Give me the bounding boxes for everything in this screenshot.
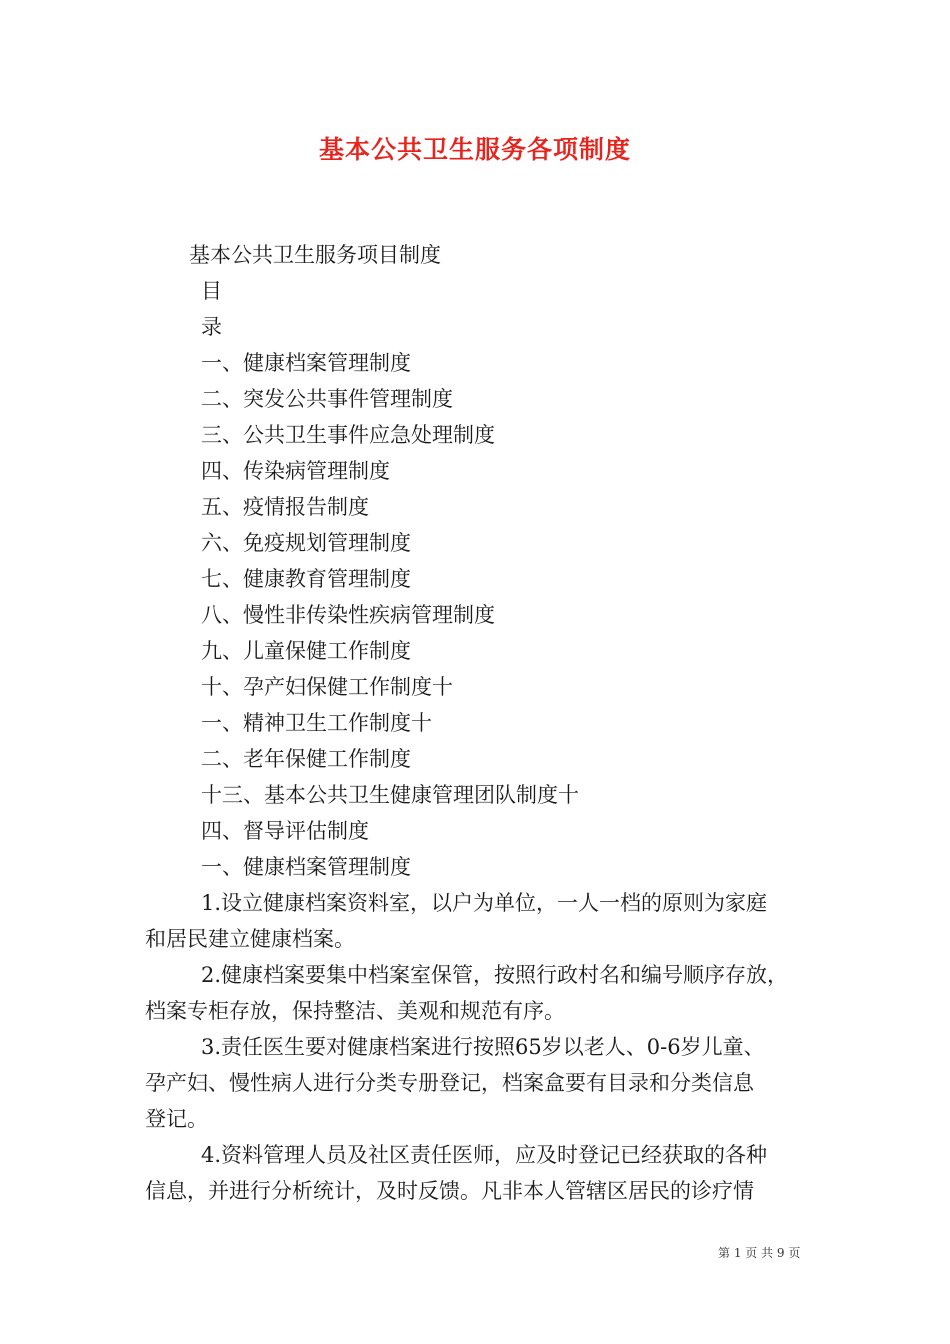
page-number-footer: 第 1 页 共 9 页 <box>718 1246 801 1260</box>
toc-item: 一、精神卫生工作制度十 <box>201 711 432 735</box>
toc-item: 十、孕产妇保健工作制度十 <box>201 675 453 699</box>
paragraph-line: 档案专柜存放，保持整洁、美观和规范有序。 <box>145 999 565 1023</box>
paragraph-line: 和居民建立健康档案。 <box>145 927 355 951</box>
toc-item: 六、免疫规划管理制度 <box>201 531 411 555</box>
section-heading: 一、健康档案管理制度 <box>201 855 411 879</box>
paragraph-line: 信息，并进行分析统计，及时反馈。凡非本人管辖区居民的诊疗情 <box>145 1179 754 1203</box>
paragraph-line: 3.责任医生要对健康档案进行按照65岁以老人、0-6岁儿童、 <box>201 1035 765 1059</box>
document-subtitle: 基本公共卫生服务项目制度 <box>189 243 441 267</box>
toc-item: 四、传染病管理制度 <box>201 459 390 483</box>
toc-item: 十三、基本公共卫生健康管理团队制度十 <box>201 783 579 807</box>
paragraph-line: 1.设立健康档案资料室，以户为单位，一人一档的原则为家庭 <box>201 891 768 915</box>
toc-label-lu: 录 <box>201 315 222 339</box>
toc-item: 二、老年保健工作制度 <box>201 747 411 771</box>
paragraph-line: 孕产妇、慢性病人进行分类专册登记，档案盒要有目录和分类信息 <box>145 1071 754 1095</box>
toc-item: 三、公共卫生事件应急处理制度 <box>201 423 495 447</box>
toc-label-mu: 目 <box>201 279 222 303</box>
toc-item: 八、慢性非传染性疾病管理制度 <box>201 603 495 627</box>
toc-item: 二、突发公共事件管理制度 <box>201 387 453 411</box>
toc-item: 九、儿童保健工作制度 <box>201 639 411 663</box>
toc-item: 一、健康档案管理制度 <box>201 351 411 375</box>
paragraph-line: 4.资料管理人员及社区责任医师，应及时登记已经获取的各种 <box>201 1143 768 1167</box>
paragraph-line: 2.健康档案要集中档案室保管，按照行政村名和编号顺序存放， <box>201 963 789 987</box>
paragraph-line: 登记。 <box>145 1107 208 1131</box>
toc-item: 四、督导评估制度 <box>201 819 369 843</box>
toc-item: 五、疫情报告制度 <box>201 495 369 519</box>
document-title: 基本公共卫生服务各项制度 <box>318 135 631 164</box>
toc-item: 七、健康教育管理制度 <box>201 567 411 591</box>
